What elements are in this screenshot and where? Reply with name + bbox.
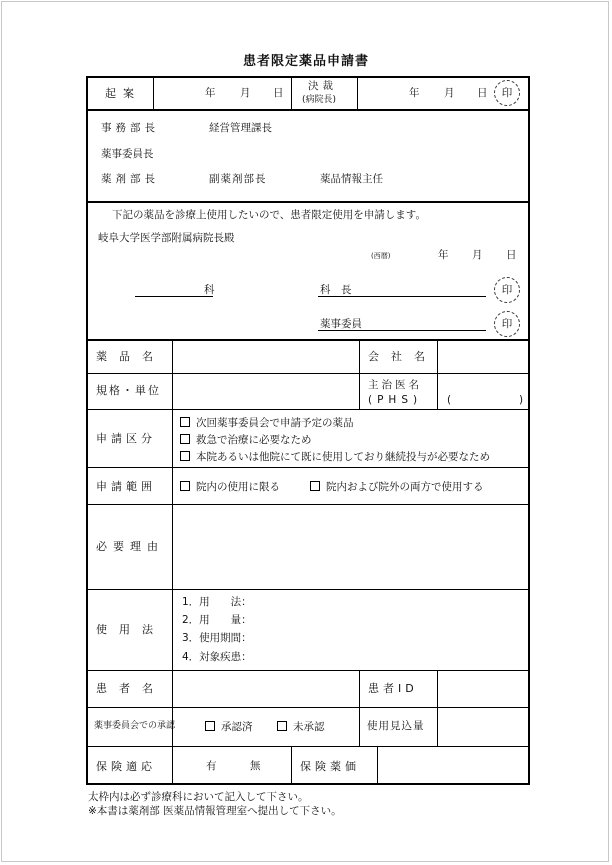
kacho-underline [318, 296, 486, 297]
checkbox[interactable] [180, 434, 190, 444]
scope-option-1[interactable] [180, 481, 280, 493]
label-expected: 使用見込量 [367, 720, 425, 732]
usage-dose: 2．用 量： [182, 614, 252, 626]
request-year: 年 [438, 249, 449, 261]
request-text: 下記の薬品を診療上使用したいので、患者限定使用を申請します。 [112, 209, 426, 221]
checkbox[interactable] [180, 451, 190, 461]
checkbox[interactable] [180, 481, 190, 491]
category-option-2-label: 救急で治療に必要なため [196, 434, 312, 446]
approver-jimu: 事務部長 [101, 122, 159, 134]
category-option-1[interactable] [180, 417, 354, 429]
kacho-seal: 印 [494, 277, 520, 303]
kessai-seal: 印 [494, 80, 520, 106]
request-block [86, 203, 530, 339]
usage-period: 3．使用期間： [182, 632, 252, 644]
checkbox[interactable] [180, 417, 190, 427]
note-1: 太枠内は必ず診療科において記入して下さい。 [88, 791, 309, 803]
label-drug-name: 薬品名 [96, 350, 165, 363]
request-era: (西暦) [371, 252, 391, 260]
insurance-yes[interactable]: 有 [206, 760, 217, 772]
kessai-month: 月 [444, 87, 455, 99]
label-insurance: 保険適応 [96, 760, 156, 773]
label-category: 申請区分 [96, 432, 156, 445]
request-month: 月 [472, 249, 483, 261]
iin-underline [318, 330, 486, 331]
committee-not-approved-label: 未承認 [293, 721, 325, 733]
label-scope: 申請範囲 [96, 480, 156, 493]
approver-keiei: 経営管理課長 [209, 122, 272, 134]
ka-underline [135, 296, 213, 297]
request-addressee: 岐阜大学医学部附属病院長殿 [98, 232, 235, 244]
approver-yakuzai: 薬剤部長 [101, 173, 159, 185]
checkbox[interactable] [277, 721, 287, 731]
label-reason: 必要理由 [96, 540, 164, 553]
category-option-1-label: 次回薬事委員会で申請予定の薬品 [196, 417, 354, 429]
insurance-no[interactable]: 無 [250, 760, 261, 772]
kian-day: 日 [273, 87, 284, 99]
request-kacho: 科 長 [320, 284, 352, 296]
phs-close: ) [519, 394, 524, 406]
approver-fuku: 副薬剤部長 [209, 173, 267, 185]
checkbox[interactable] [310, 481, 320, 491]
patient-id-field[interactable] [439, 672, 528, 706]
scope-option-2-label: 院内および院外の両方で使用する [326, 481, 484, 493]
approver-yakuji: 薬事委員長 [101, 148, 154, 160]
reason-field[interactable] [174, 506, 528, 588]
label-phs: (PHS) [368, 394, 423, 406]
form-title: 患者限定薬品申請書 [242, 54, 369, 69]
usage-method: 1．用 法： [182, 596, 252, 608]
kessai-sub: (病院長) [302, 95, 337, 105]
kian-month: 月 [240, 87, 251, 99]
kessai-day: 日 [477, 87, 488, 99]
usage-disease: 4．対象疾患： [182, 651, 252, 663]
committee-approved-label: 承認済 [221, 721, 253, 733]
category-option-3-label: 本院あるいは他院にて既に使用しており継続投与が必要なため [196, 451, 490, 463]
scope-option-1-label: 院内の使用に限る [196, 481, 280, 493]
iin-seal: 印 [494, 311, 520, 337]
label-committee: 薬事委員会での承認 [94, 721, 176, 731]
kian-label: 起案 [105, 87, 141, 100]
kessai-year: 年 [409, 87, 420, 99]
kessai-label: 決裁 [308, 80, 337, 92]
kian-year: 年 [205, 87, 216, 99]
label-patient-id: 患者ID [368, 682, 418, 695]
note-2: ※本書は薬剤部 医薬品情報管理室へ提出して下さい。 [88, 805, 342, 817]
category-option-3[interactable] [180, 451, 490, 463]
label-patient: 患者名 [96, 682, 165, 695]
label-company: 会社名 [368, 350, 437, 363]
phs-open: ( [447, 394, 452, 406]
patient-name-field[interactable] [174, 672, 358, 706]
committee-approved[interactable] [205, 721, 253, 733]
request-ka: 科 [204, 284, 215, 296]
scope-option-2[interactable] [310, 481, 484, 493]
request-day: 日 [506, 249, 517, 261]
label-price: 保険薬価 [300, 760, 360, 773]
approver-joho: 薬品情報主任 [320, 173, 383, 185]
request-iin: 薬事委員 [320, 318, 362, 330]
committee-not-approved[interactable] [277, 721, 325, 733]
checkbox[interactable] [205, 721, 215, 731]
category-option-2[interactable] [180, 434, 312, 446]
label-usage: 使用法 [96, 623, 165, 636]
label-spec: 規格・単位 [96, 384, 161, 397]
label-doctor: 主治医名 [368, 379, 422, 391]
